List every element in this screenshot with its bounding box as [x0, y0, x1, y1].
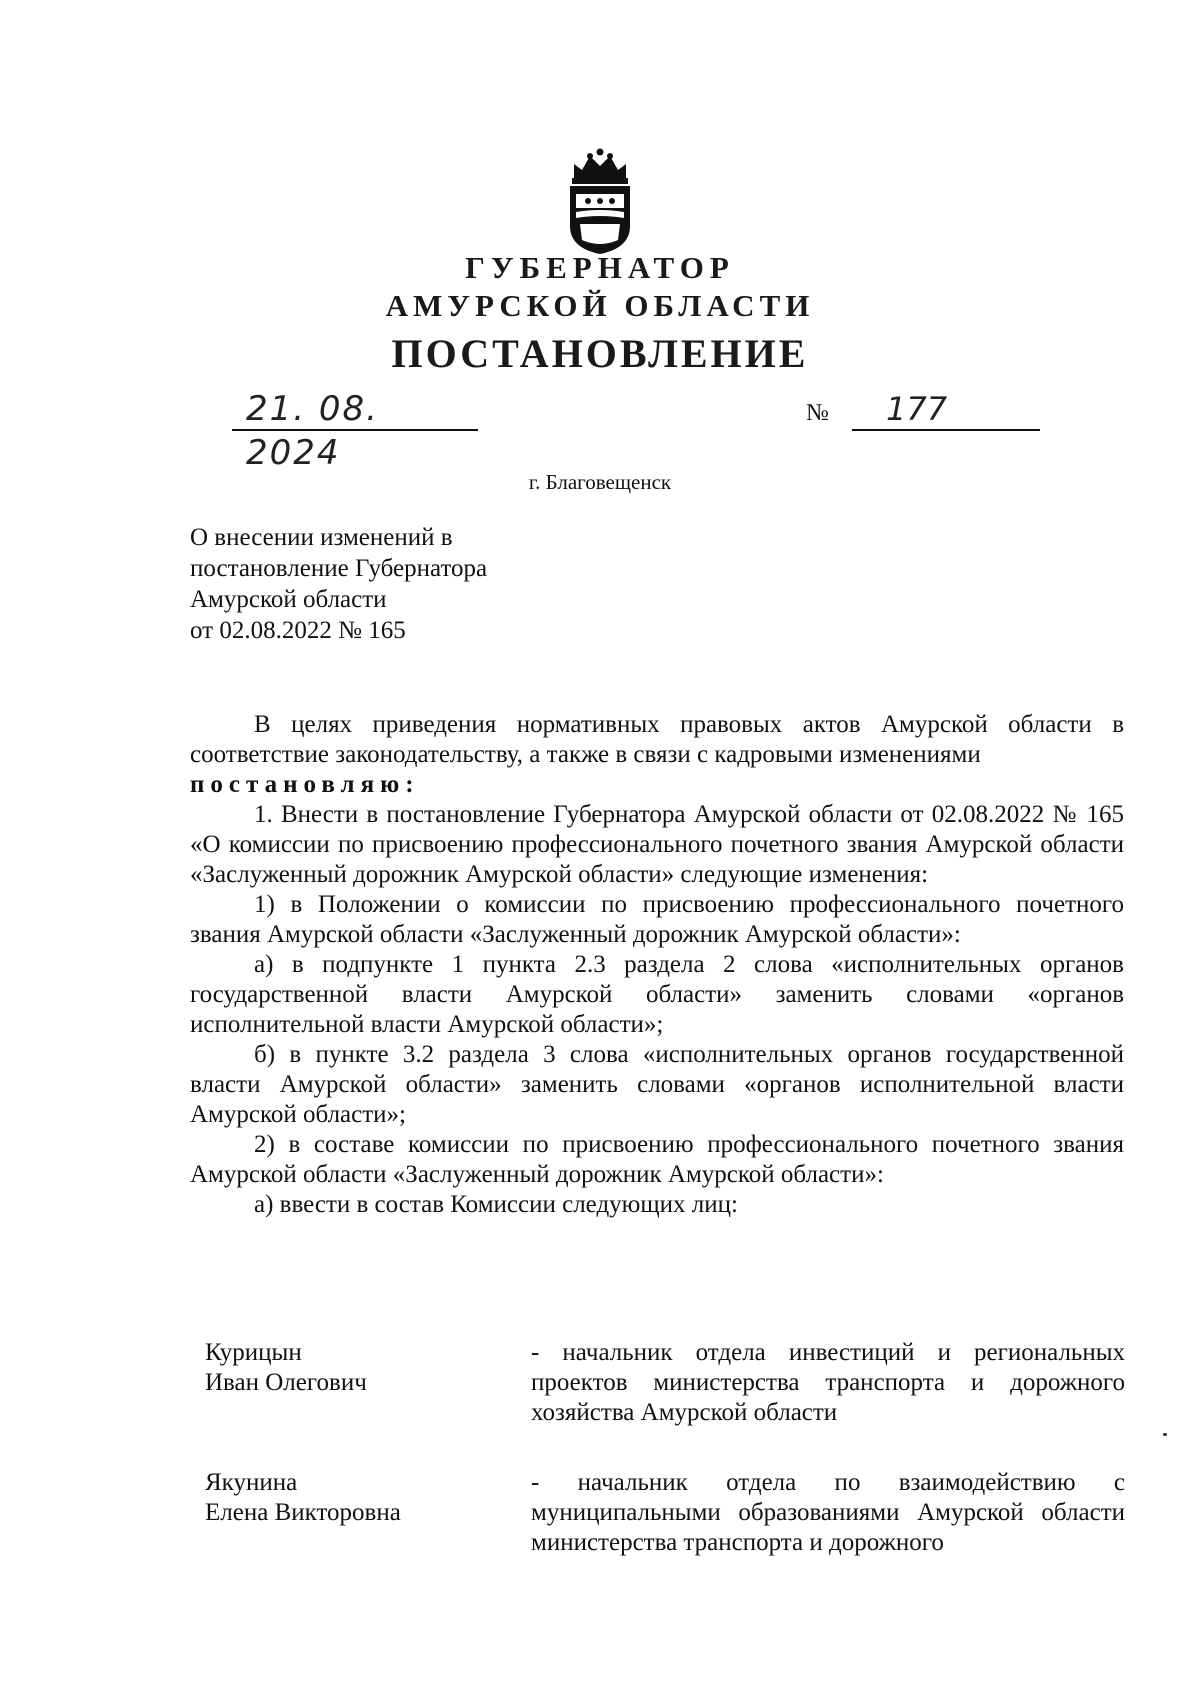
header-region: АМУРСКОЙ ОБЛАСТИ	[385, 288, 815, 323]
scan-speck	[1163, 1433, 1167, 1436]
item-1: 1. Внести в постановление Губернатора Амурской области от 02.08.2022 № 165 «О комиссии по присвоению профессионального почетного звания Амурской области «Заслуженный дорожник Амурской области» следующие изменения:	[190, 801, 1124, 888]
document-date: 21. 08. 2024	[232, 387, 478, 431]
item-1-2: 2) в составе комиссии по присвоению профессионального почетного звания Амурской области «Заслуженный дорожник Амурской области»:	[190, 1131, 1124, 1188]
item-1-1-b: б) в пункте 3.2 раздела 3 слова «исполнительных органов государственной власти Амурской области» заменить словами «органов исполнительной власти Амурской области»;	[190, 1041, 1124, 1128]
subject-line: О внесении изменений в	[190, 524, 453, 551]
member-row	[205, 1338, 1125, 1438]
item-1-2-a: а) ввести в состав Комиссии следующих лиц:	[254, 1191, 738, 1218]
document-type-title: ПОСТАНОВЛЕНИЕ	[391, 331, 809, 376]
member-position: - начальник отдела по взаимодействию с муниципальными образованиями Амурской области министерства транспорта и дорожного	[531, 1469, 1125, 1556]
document-subject	[190, 522, 690, 646]
member-name	[205, 1468, 505, 1528]
item-1-1-a: а) в подпункте 1 пункта 2.3 раздела 2 слова «исполнительных органов государственной власти Амурской области» заменить словами «органов исполнительной власти Амурской области»;	[190, 951, 1124, 1038]
member-given-name: Иван Олегович	[205, 1369, 367, 1396]
coat-of-arms-emblem	[560, 148, 640, 256]
member-given-name: Елена Викторовна	[205, 1499, 401, 1526]
subject-line: от 02.08.2022 № 165	[190, 617, 406, 644]
member-surname: Курицын	[205, 1339, 302, 1366]
document-number: 177	[852, 387, 1040, 431]
member-row	[205, 1468, 1125, 1568]
member-position: - начальник отдела инвестиций и региональных проектов министерства транспорта и дорожного хозяйства Амурской области	[531, 1339, 1125, 1426]
subject-line: Амурской области	[190, 586, 387, 613]
number-sign: №	[806, 400, 829, 426]
decree-word: постановляю:	[190, 771, 420, 798]
header-governor: ГУБЕРНАТОР	[465, 250, 735, 285]
document-body	[190, 710, 1124, 1220]
item-1-1: 1) в Положении о комиссии по присвоению профессионального почетного звания Амурской области «Заслуженный дорожник Амурской области»:	[190, 891, 1124, 948]
member-surname: Якунина	[205, 1469, 298, 1496]
intro-paragraph: В целях приведения нормативных правовых актов Амурской области в соответствие законодательству, а также в связи с кадровыми изменениями	[190, 711, 1124, 768]
subject-line: постановление Губернатора	[190, 555, 488, 582]
member-name	[205, 1338, 505, 1398]
city-line: г. Благовещенск	[528, 470, 672, 494]
